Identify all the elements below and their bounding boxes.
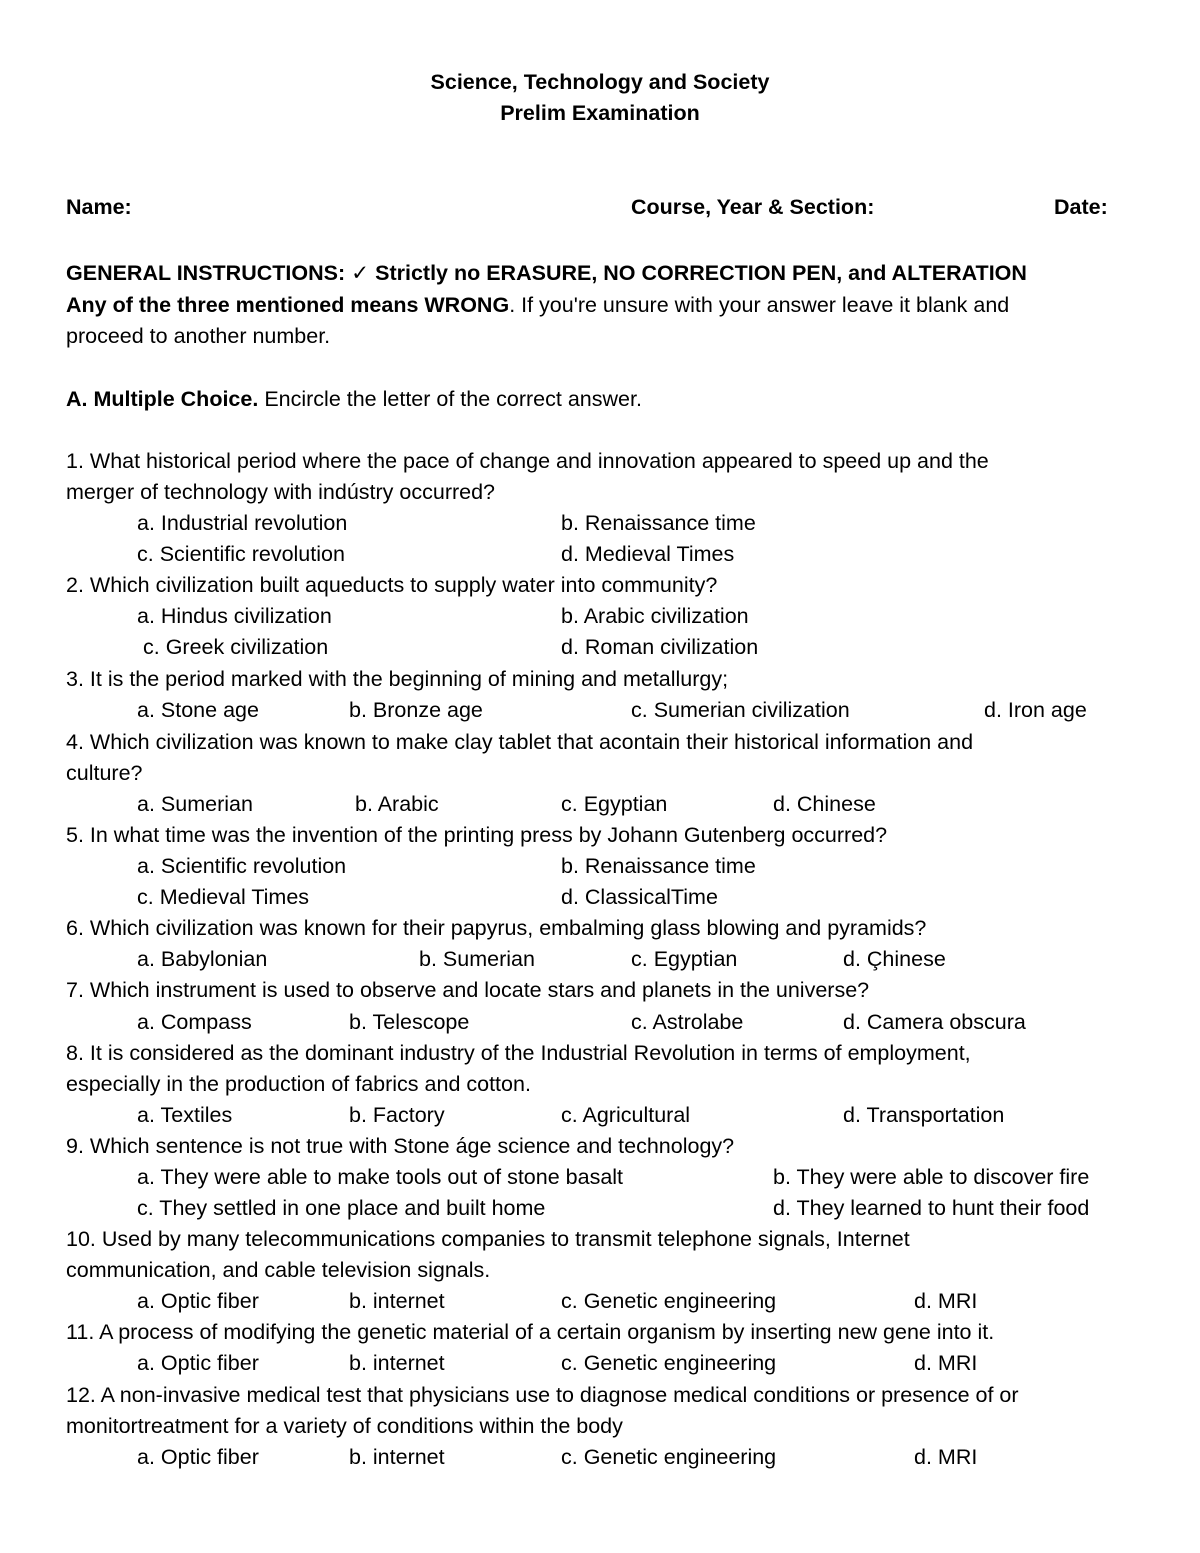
- question-11-text: 11. A process of modifying the genetic material of a certain organism by inserting new gene into it.: [66, 1320, 995, 1344]
- section-a-instruction: Encircle the letter of the correct answer.: [264, 387, 642, 411]
- question-8-option-a[interactable]: a. Textiles: [137, 1103, 233, 1127]
- instructions-rest-1: . If you're unsure with your answer leave it blank and: [509, 293, 1010, 317]
- question-4-option-c[interactable]: c. Egyptian: [561, 792, 668, 816]
- question-8-option-d[interactable]: d. Transportation: [843, 1103, 1005, 1127]
- question-10-option-c[interactable]: c. Genetic engineering: [561, 1289, 777, 1313]
- question-9-option-d[interactable]: d. They learned to hunt their food: [773, 1196, 1090, 1220]
- question-7-text: 7. Which instrument is used to observe and locate stars and planets in the universe?: [66, 978, 870, 1002]
- question-9-option-b[interactable]: b. They were able to discover fire: [773, 1165, 1090, 1189]
- date-label: Date:: [1054, 195, 1108, 219]
- question-4-text-line-1: 4. Which civilization was known to make clay tablet that acontain their historical information and: [66, 730, 974, 754]
- course-title: Science, Technology and Society: [430, 70, 770, 94]
- question-10-option-d[interactable]: d. MRI: [914, 1289, 978, 1313]
- question-12-option-d[interactable]: d. MRI: [914, 1445, 978, 1469]
- question-6-text: 6. Which civilization was known for their papyrus, embalming glass blowing and pyramids?: [66, 916, 927, 940]
- course-year-section-label: Course, Year & Section:: [631, 195, 875, 219]
- question-11-option-b[interactable]: b. internet: [349, 1351, 445, 1375]
- question-4-option-b[interactable]: b. Arabic: [355, 792, 439, 816]
- question-10-option-b[interactable]: b. internet: [349, 1289, 445, 1313]
- question-5-text: 5. In what time was the invention of the printing press by Johann Gutenberg occurred?: [66, 823, 888, 847]
- question-7-option-c[interactable]: c. Astrolabe: [631, 1010, 744, 1034]
- question-3-text: 3. It is the period marked with the beginning of mining and metallurgy;: [66, 667, 729, 691]
- question-6-option-c[interactable]: c. Egyptian: [631, 947, 738, 971]
- question-12-option-a[interactable]: a. Optic fiber: [137, 1445, 259, 1469]
- question-6-option-a[interactable]: a. Babylonian: [137, 947, 268, 971]
- question-7-option-d[interactable]: d. Camera obscura: [843, 1010, 1026, 1034]
- question-11-option-c[interactable]: c. Genetic engineering: [561, 1351, 777, 1375]
- name-label: Name:: [66, 195, 132, 219]
- question-4-option-d[interactable]: d. Chinese: [773, 792, 876, 816]
- question-6-option-b[interactable]: b. Sumerian: [419, 947, 535, 971]
- question-12-text-line-2: monitortreatment for a variety of conditions within the body: [66, 1414, 623, 1438]
- question-4-text-line-2: culture?: [66, 761, 143, 785]
- question-8-option-c[interactable]: c. Agricultural: [561, 1103, 691, 1127]
- question-11-option-a[interactable]: a. Optic fiber: [137, 1351, 259, 1375]
- question-8-text-line-1: 8. It is considered as the dominant industry of the Industrial Revolution in terms of employment,: [66, 1041, 971, 1065]
- question-5-option-b[interactable]: b. Renaissance time: [561, 854, 756, 878]
- question-1-text-line-1: 1. What historical period where the pace of change and innovation appeared to speed up and the: [66, 449, 989, 473]
- question-4-option-a[interactable]: a. Sumerian: [137, 792, 253, 816]
- question-1-option-c[interactable]: c. Scientific revolution: [137, 542, 345, 566]
- instructions-lead: GENERAL INSTRUCTIONS:: [66, 261, 346, 285]
- question-11-option-d[interactable]: d. MRI: [914, 1351, 978, 1375]
- question-2-option-d[interactable]: d. Roman civilization: [561, 635, 759, 659]
- question-2-option-b[interactable]: b. Arabic civilization: [561, 604, 749, 628]
- question-5-option-c[interactable]: c. Medieval Times: [137, 885, 310, 909]
- question-6-option-d[interactable]: d. Çhinese: [843, 947, 946, 971]
- question-2-option-a[interactable]: a. Hindus civilization: [137, 604, 332, 628]
- question-1-option-a[interactable]: a. Industrial revolution: [137, 511, 348, 535]
- question-5-option-a[interactable]: a. Scientific revolution: [137, 854, 347, 878]
- question-9-text: 9. Which sentence is not true with Stone áge science and technology?: [66, 1134, 735, 1158]
- question-1-text-line-2: merger of technology with indústry occurred?: [66, 480, 496, 504]
- question-10-option-a[interactable]: a. Optic fiber: [137, 1289, 259, 1313]
- instructions-line-2: [66, 293, 1009, 318]
- question-7-option-b[interactable]: b. Telescope: [349, 1010, 470, 1034]
- question-3-option-d[interactable]: d. Iron age: [984, 698, 1087, 722]
- question-10-text-line-1: 10. Used by many telecommunications companies to transmit telephone signals, Internet: [66, 1227, 910, 1251]
- instructions-rest-2: proceed to another number.: [66, 324, 331, 348]
- question-1-option-d[interactable]: d. Medieval Times: [561, 542, 735, 566]
- question-8-text-line-2: especially in the production of fabrics and cotton.: [66, 1072, 531, 1096]
- question-2-option-c[interactable]: c. Greek civilization: [143, 635, 329, 659]
- question-12-option-c[interactable]: c. Genetic engineering: [561, 1445, 777, 1469]
- question-9-option-c[interactable]: c. They settled in one place and built home: [137, 1196, 546, 1220]
- question-3-option-c[interactable]: c. Sumerian civilization: [631, 698, 850, 722]
- question-9-option-a[interactable]: a. They were able to make tools out of stone basalt: [137, 1165, 624, 1189]
- question-3-option-a[interactable]: a. Stone age: [137, 698, 259, 722]
- general-instructions: [66, 261, 1027, 286]
- question-8-option-b[interactable]: b. Factory: [349, 1103, 445, 1127]
- question-10-text-line-2: communication, and cable television signals.: [66, 1258, 491, 1282]
- check-mark-icon: ✓: [351, 261, 370, 285]
- question-12-text-line-1: 12. A non-invasive medical test that physicians use to diagnose medical conditions or presence of or: [66, 1383, 1019, 1407]
- instructions-warning: Any of the three mentioned means WRONG: [66, 293, 510, 317]
- question-5-option-d[interactable]: d. ClassicalTime: [561, 885, 718, 909]
- question-7-option-a[interactable]: a. Compass: [137, 1010, 252, 1034]
- question-3-option-b[interactable]: b. Bronze age: [349, 698, 483, 722]
- section-a-heading: [66, 387, 642, 412]
- question-1-option-b[interactable]: b. Renaissance time: [561, 511, 756, 535]
- instructions-rule: Strictly no ERASURE, NO CORRECTION PEN, and ALTERATION: [375, 261, 1027, 285]
- exam-title: Prelim Examination: [500, 101, 700, 125]
- question-2-text: 2. Which civilization built aqueducts to supply water into community?: [66, 573, 718, 597]
- section-a-title: A. Multiple Choice.: [66, 387, 259, 411]
- question-12-option-b[interactable]: b. internet: [349, 1445, 445, 1469]
